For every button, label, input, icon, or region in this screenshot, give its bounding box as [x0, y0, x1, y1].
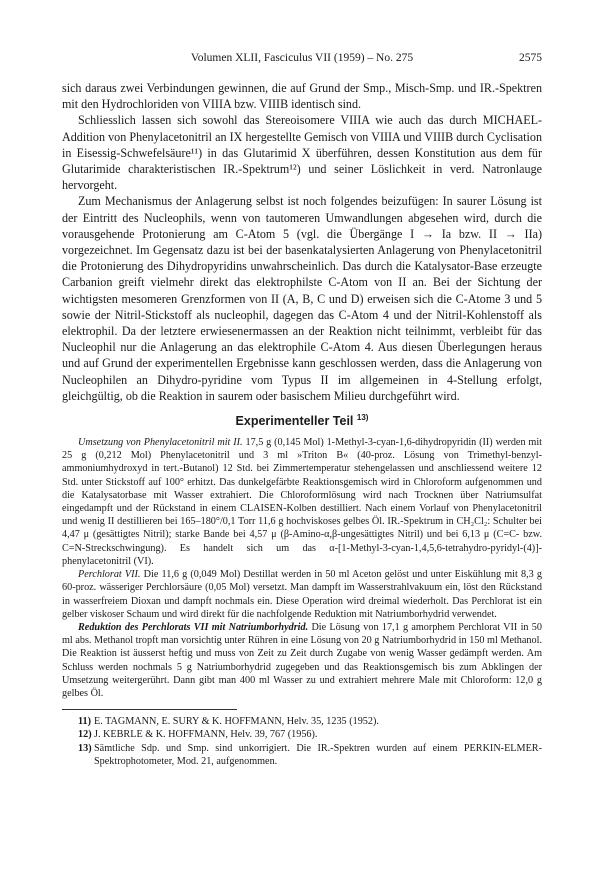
- paragraph-2: Schliesslich lassen sich sowohl das Stereoisomere VIIIA wie auch das durch MICHAEL-Addition von Phenylacetonitril an IX hergestellte Gemisch von VIIIA und VIIIB durch Cyclisation in Eisessig-Schwefelsäure¹¹) in das Glutarimid X überführen, dessen Konstitution aus dem für Glutarimide charakteristischen IR.-Spektrum¹²) und seiner Löslichkeit in verd. Natronlauge hervorgeht.: [62, 113, 542, 193]
- footnote-11-text: E. TAGMANN, E. SURY & K. HOFFMANN, Helv. 35, 1235 (1952).: [94, 716, 379, 728]
- footnote-13: [78, 742, 542, 768]
- footnote-11-number: 11): [78, 716, 92, 728]
- paragraph-1: sich daraus zwei Verbindungen gewinnen, die auf Grund der Smp., Misch-Smp. und IR.-Spektren mit den Hydrochloriden von VIIIA bzw. VIIIB identisch sind.: [62, 81, 542, 112]
- experimental-text-1: 17,5 g (0,145 Mol) 1-Methyl-3-cyan-1,6-dihydropyridin (II) werden mit 25 g (0,212 Mol) Phenylacetonitril und 3 ml »Triton B« (40-proz. Lösung von Trimethyl-benzyl-ammoniumhydroxyd in tert.-Butanol) 12 Std. bei Zimmertemperatur stehengelassen und anschliessend weitere 12 Std. unter Stickstoff auf 100° erhitzt. Das dunkelgefärbte Reaktionsgemisch wird in Chloroform aufgenommen und die Katalysatorbase mit Wasser extrahiert. Die Chloroformlösung wird nach Trocknen über Natriumsulfat eingedampft und der Rückstand in einem CLAISEN-Kolben destilliert. Nach einem Vorlauf von Phenylacetonitril und wenig II destillieren bei 165–180°/0,1 Torr 11,6 g hochviskoses gelbes Öl. IR.-Spektrum in CH₂Cl₂: Schulter bei 4,47 μ (gesättigtes Nitril); starke Bande bei 4,57 μ (β-Amino-α,β-ungesättigtes Nitril) und bei 6,13 μ (C=C- bzw. C=N-Streckschwingung). Es handelt sich um das α-[1-Methyl-3-cyan-1,4,5,6-tetrahydro-pyridyl-(4)]-phenylacetonitril (VI).: [62, 437, 543, 567]
- experimental-lead-1: Umsetzung von Phenylacetonitril mit II.: [78, 437, 243, 449]
- experimental-text-3: Die Lösung von 17,1 g amorphem Perchlorat VII in 50 ml abs. Methanol tropft man vorsichtig unter Rühren in eine Lösung von 20 g Natriumborhydrid in 150 ml Methanol. Die Reaktion ist äusserst heftig und muss von Zeit zu Zeit durch Zugabe von wenig Wasser gedämpft werden. Am Schluss werden nochmals 5 g Natriumborhydrid zugegeben und das Reaktionsgemisch bis zum Abklingen der Umsetzung weitergerührt. Dann gibt man 400 ml Wasser zu und extrahiert mehrere Male mit Chloroform: 12,0 g gelbes Öl.: [62, 621, 542, 699]
- footnote-12-number: 12): [78, 729, 92, 741]
- footnote-divider: [62, 709, 237, 710]
- page-number: 2575: [519, 52, 542, 64]
- experimental-paragraph-1: [62, 436, 542, 568]
- section-heading: [62, 414, 542, 428]
- experimental-lead-3: Reduktion des Perchlorats VII mit Natriumborhydrid.: [78, 621, 309, 633]
- running-title: Volumen XLII, Fasciculus VII (1959) – No. 275: [190, 52, 414, 64]
- page-header: [62, 52, 542, 68]
- experimental-lead-2: Perchlorat VII.: [78, 569, 141, 581]
- experimental-text-2: Die 11,6 g (0,049 Mol) Destillat werden in 50 ml Aceton gelöst und unter Eiskühlung mit 8,3 g 60-proz. wässeriger Perchlorsäure (0,05 Mol) versetzt. Man dampft im Wasserstrahlvakuum ein, löst den Rückstand in wasserfreiem Dioxan und dampft nochmals ein. Diese Operation wird dreimal wiederholt. Das Perchlorat ist ein gelber viskoser Schaum und wird direkt für die nachfolgende Reduktion mit Natriumborhydrid verwendet.: [62, 569, 542, 620]
- page-body: [62, 80, 542, 768]
- footnote-12: [78, 728, 542, 741]
- footnote-13-number: 13): [78, 742, 92, 754]
- experimental-paragraph-3: [62, 621, 542, 700]
- footnote-11: [78, 715, 542, 728]
- footnotes: [62, 715, 542, 768]
- footnote-13-text: Sämtliche Sdp. und Smp. sind unkorrigiert. Die IR.-Spektren wurden auf einem PERKIN-ELMER-Spektrophotometer, Mod. 21, aufgenommen.: [94, 742, 542, 767]
- experimental-paragraph-2: [62, 568, 542, 621]
- paragraph-3: Zum Mechanismus der Anlagerung selbst ist noch folgendes beizufügen: In saurer Lösung ist der Eintritt des Nucleophils, wenn von tautomeren Umwandlungen abgesehen wird, durch die vorausgehende Protonierung am C-Atom 5 (vgl. die Übergänge I → Ia bzw. II → IIa) vorgezeichnet. Im Gegensatz dazu ist bei der basenkatalysierten Anlagerung von Phenylacetonitril die Protonierung des Dihydropyridins unwahrscheinlich. Das durch die Katalysator-Base erzeugte Carbanion greift vielmehr direkt das elektrophilste C-Atom von II an. Bei der Sichtung der wichtigsten mesomeren Grenzformen von II (A, B, C und D) erweisen sich die C-Atome 3 und 5 sowie der Nitril-Stickstoff als nucleophil, dagegen das C-Atom 4 und der Nitril-Kohlenstoff als elektrophil. Da der letztere erwiesenermassen an der Reaktion nicht teilnimmt, verbleibt für das Nucleophil nur die Anlagerung an das elektrophile C-Atom 4. Aus diesen Überlegungen heraus und auf Grund der experimentellen Ergebnisse kann geschlossen werden, dass die Anlagerung von Nucleophilen an Dihydro-pyridine vom Typus II im allgemeinen in 4-Stellung erfolgt, gleichgültig, ob die Reaktion in saurem oder basischem Milieu durchgeführt wird.: [62, 194, 542, 403]
- main-text: [62, 80, 542, 404]
- footnote-12-text: J. KEBRLE & K. HOFFMANN, Helv. 39, 767 (1956).: [94, 729, 318, 741]
- section-title: Experimenteller Teil: [235, 414, 354, 429]
- section-footnote-ref: 13): [356, 412, 369, 422]
- experimental-section: [62, 436, 542, 700]
